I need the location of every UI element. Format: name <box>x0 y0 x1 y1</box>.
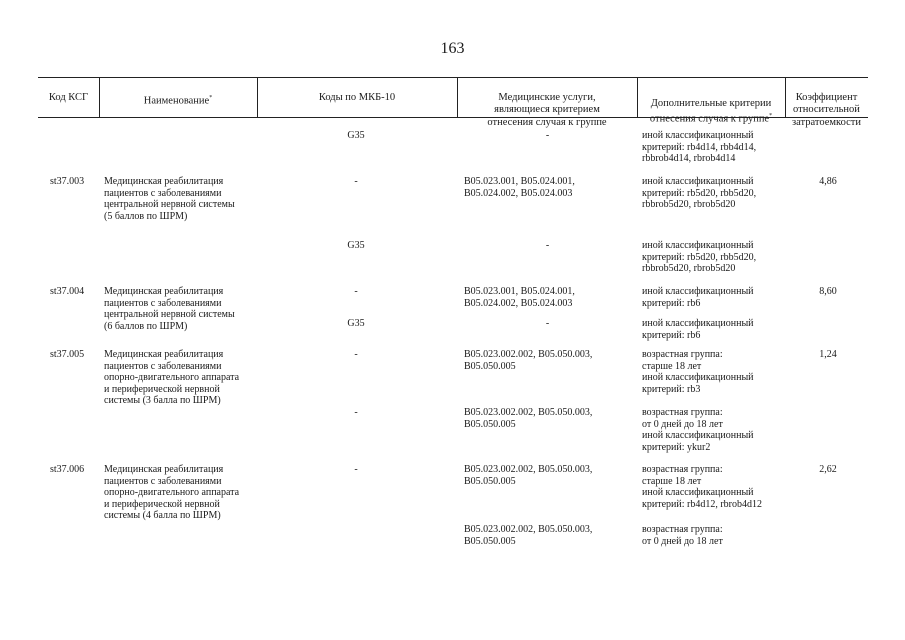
header-services-label: Медицинские услуги, являющиеся критерием отнесения случая к группе <box>487 91 607 128</box>
header-criteria <box>637 85 785 126</box>
row2-name: Медицинская реабилитация пациентов с заболеваниями центральной нервной системы (5 баллов по ШРМ) <box>104 176 235 222</box>
header-criteria-label: Дополнительные критерии отнесения случая к группе <box>649 97 772 125</box>
row2-services: B05.023.001, B05.024.001, B05.024.002, B05.024.003 <box>464 176 575 199</box>
page-number: 163 <box>440 40 465 57</box>
header-top-rule <box>38 77 868 78</box>
row8-services: B05.023.002.002, B05.050.003, B05.050.005 <box>464 464 593 487</box>
header-coefficient <box>785 79 868 129</box>
header-name-label: Наименование <box>143 95 210 107</box>
row8-name: Медицинская реабилитация пациентов с заболеваниями опорно-двигательного аппарата и периферической нервной системы (4 балла по ШРМ) <box>104 464 240 522</box>
row7-mkb: - <box>354 407 358 418</box>
header-code <box>38 92 99 105</box>
row3-mkb: G35 <box>347 240 365 251</box>
header-code-label: Код КСГ <box>48 92 89 103</box>
row5-mkb: G35 <box>347 318 365 329</box>
header-mkb-label: Коды по МКБ-10 <box>318 92 396 103</box>
row2-mkb: - <box>354 176 358 187</box>
row4-name: Медицинская реабилитация пациентов с заболеваниями центральной нервной системы (6 баллов по ШРМ) <box>104 286 235 332</box>
header-coefficient-label: Коэффициент относительной затратоемкости <box>792 91 861 128</box>
row4-coefficient: 8,60 <box>819 286 837 297</box>
row6-code: st37.005 <box>50 349 85 360</box>
row8-coefficient: 2,62 <box>819 464 837 475</box>
row2-criteria: иной классификационный критерий: rb5d20, rbb5d20, rbbrob5d20, rbrob5d20 <box>642 176 757 211</box>
row6-coefficient: 1,24 <box>819 349 837 360</box>
row6-mkb: - <box>354 349 358 360</box>
row3-criteria: иной классификационный критерий: rb5d20, rbb5d20, rbbrob5d20, rbrob5d20 <box>642 240 757 275</box>
row1-criteria: иной классификационный критерий: rb4d14, rbb4d14, rbbrob4d14, rbrob4d14 <box>642 130 757 165</box>
row6-services: B05.023.002.002, B05.050.003, B05.050.005 <box>464 349 593 372</box>
header-name-mark: * <box>209 95 213 101</box>
row5-services: - <box>545 318 550 329</box>
row4-services: B05.023.001, B05.024.001, B05.024.002, B05.024.003 <box>464 286 575 309</box>
header-name <box>99 92 257 108</box>
header-mkb <box>257 92 457 105</box>
row2-code: st37.003 <box>50 176 85 187</box>
header-criteria-mark: * <box>769 113 773 119</box>
row6-criteria: возрастная группа: старше 18 лет иной классификационный критерий: rb3 <box>642 349 754 395</box>
row2-coefficient: 4,86 <box>819 176 837 187</box>
row5-criteria: иной классификационный критерий: rb6 <box>642 318 754 341</box>
row9-criteria: возрастная группа: от 0 дней до 18 лет <box>642 524 723 547</box>
row7-services: B05.023.002.002, B05.050.003, B05.050.005 <box>464 407 593 430</box>
row8-mkb: - <box>354 464 358 475</box>
row4-criteria: иной классификационный критерий: rb6 <box>642 286 754 309</box>
row1-mkb: G35 <box>347 130 365 141</box>
row4-mkb: - <box>354 286 358 297</box>
row3-services: - <box>545 240 550 251</box>
row8-code: st37.006 <box>50 464 85 475</box>
row6-name: Медицинская реабилитация пациентов с заболеваниями опорно-двигательного аппарата и периферической нервной системы (3 балла по ШРМ) <box>104 349 240 407</box>
row8-criteria: возрастная группа: старше 18 лет иной классификационный критерий: rb4d12, rbrob4d12 <box>642 464 762 510</box>
header-services <box>457 79 637 129</box>
row9-services: B05.023.002.002, B05.050.003, B05.050.005 <box>464 524 593 547</box>
row1-services: - <box>545 130 550 141</box>
row7-criteria: возрастная группа: от 0 дней до 18 лет иной классификационный критерий: ykur2 <box>642 407 754 453</box>
row4-code: st37.004 <box>50 286 85 297</box>
